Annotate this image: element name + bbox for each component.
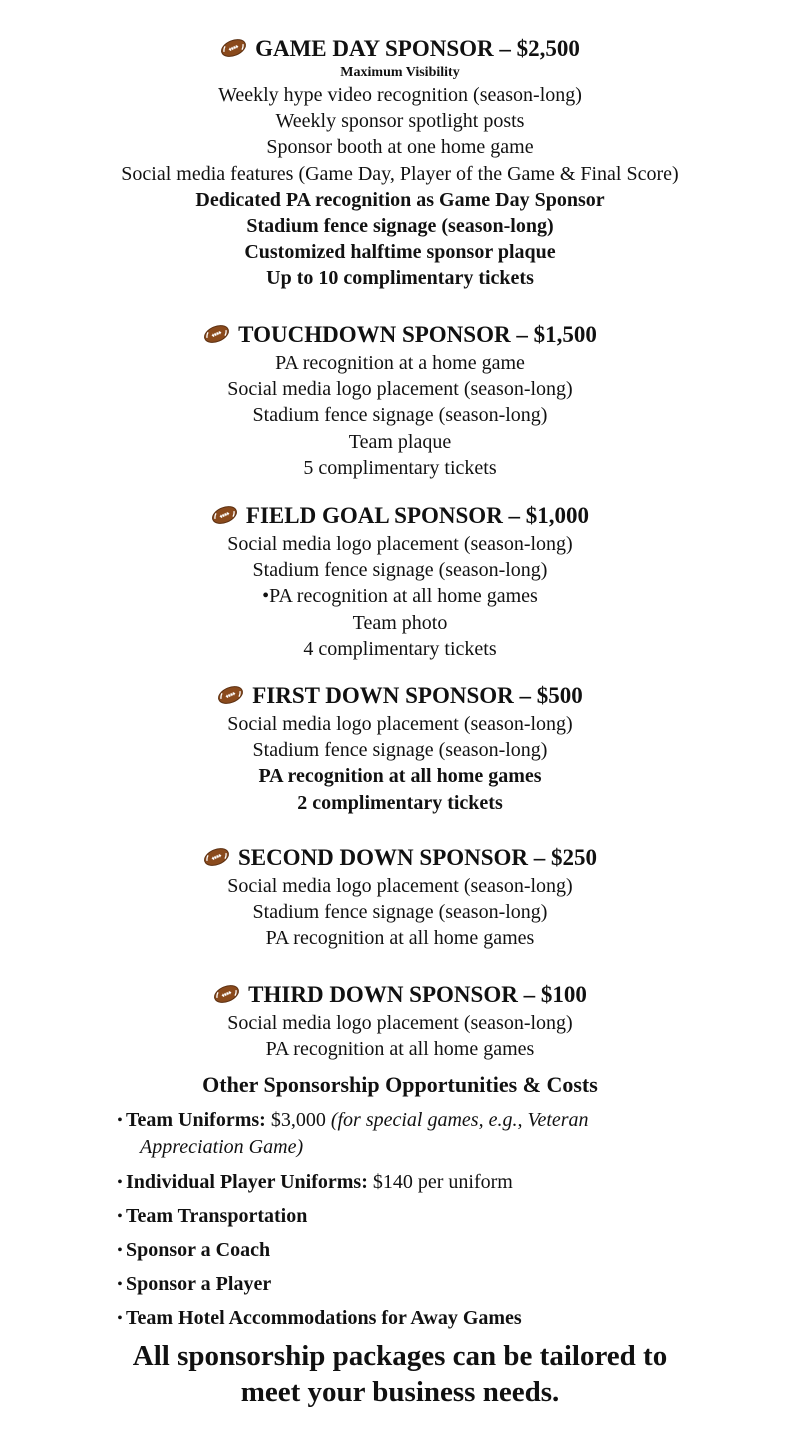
benefit-line: 4 complimentary tickets (303, 637, 497, 660)
football-icon (203, 324, 230, 344)
closing-line-1: All sponsorship packages can be tailored to (132, 1340, 668, 1372)
item-name: Individual Player Uniforms: (126, 1171, 368, 1193)
benefit-line: Stadium fence signage (season-long) (252, 559, 548, 582)
list-item (114, 1107, 714, 1160)
tier-title: SECOND DOWN SPONSOR – $250 (0, 843, 800, 873)
tier-game-day (0, 34, 800, 292)
benefit-line: Social media logo placement (season-long) (227, 713, 573, 735)
tier-third-down (0, 980, 800, 1062)
item-name: Team Uniforms: (126, 1109, 266, 1131)
benefit-line: PA recognition at all home games (265, 927, 535, 950)
list-item (114, 1271, 714, 1298)
benefit-line: Stadium fence signage (season-long) (252, 404, 548, 427)
benefit-line: PA recognition at all home games (265, 1038, 535, 1061)
benefit-line: Social media logo placement (season-long) (227, 1012, 573, 1034)
benefit-line: Weekly hype video recognition (season-long) (218, 84, 582, 106)
benefit-line: Sponsor booth at one home game (266, 136, 534, 159)
bullet-icon: • (117, 1113, 123, 1128)
item-name: Team Hotel Accommodations for Away Games (126, 1307, 522, 1329)
benefit-line: Social media logo placement (season-long) (227, 378, 573, 401)
closing-line-2: meet your business needs. (240, 1376, 560, 1408)
benefit-line: Up to 10 complimentary tickets (266, 267, 534, 290)
benefit-line: Social media logo placement (season-long) (227, 533, 573, 555)
benefit-line: Social media logo placement (season-long) (227, 875, 573, 897)
tier-title: THIRD DOWN SPONSOR – $100 (0, 980, 800, 1010)
list-item (114, 1169, 714, 1196)
football-icon (220, 38, 247, 58)
item-note: (for special games, e.g., Veteran (330, 1109, 589, 1131)
tier-second-down (0, 843, 800, 952)
bullet-icon: • (117, 1277, 123, 1292)
benefit-line: Social media features (Game Day, Player of the Game & Final Score) (121, 162, 679, 185)
tier-touchdown (0, 320, 800, 481)
benefit-line: 2 complimentary tickets (297, 791, 503, 814)
tier-subtitle: Maximum Visibility (340, 65, 460, 80)
benefit-line: Stadium fence signage (season-long) (246, 215, 554, 238)
benefit-line: Stadium fence signage (season-long) (252, 901, 548, 924)
tier-field-goal (0, 501, 800, 662)
item-note-continued: Appreciation Game) (140, 1136, 304, 1158)
tier-title: FIRST DOWN SPONSOR – $500 (0, 681, 800, 711)
list-item (114, 1203, 714, 1230)
football-icon (203, 847, 230, 867)
list-item (114, 1237, 714, 1264)
item-name: Sponsor a Coach (126, 1239, 271, 1261)
item-name: Sponsor a Player (126, 1273, 272, 1295)
football-icon (213, 984, 240, 1004)
benefit-line: PA recognition at all home games (258, 765, 542, 788)
benefit-line: Team plaque (348, 430, 452, 453)
tier-title: TOUCHDOWN SPONSOR – $1,500 (0, 320, 800, 350)
benefit-line: Weekly sponsor spotlight posts (275, 110, 525, 133)
benefit-line: PA recognition at a home game (275, 352, 525, 374)
list-item (114, 1305, 714, 1332)
benefit-line: •PA recognition at all home games (262, 585, 538, 608)
tier-title: GAME DAY SPONSOR – $2,500 (0, 34, 800, 64)
item-name: Team Transportation (126, 1205, 308, 1227)
other-opportunities-heading: Other Sponsorship Opportunities & Costs (202, 1072, 598, 1097)
tier-first-down (0, 681, 800, 816)
benefit-line: Customized halftime sponsor plaque (244, 241, 556, 264)
football-icon (217, 685, 244, 705)
bullet-icon: • (117, 1175, 123, 1190)
bullet-icon: • (117, 1209, 123, 1224)
closing-statement (0, 1338, 800, 1410)
football-icon (211, 505, 238, 525)
benefit-line: Dedicated PA recognition as Game Day Sponsor (195, 188, 605, 211)
benefit-line: 5 complimentary tickets (303, 456, 497, 479)
item-price: $140 per uniform (367, 1171, 513, 1193)
item-price: $3,000 (265, 1109, 331, 1131)
bullet-icon: • (117, 1311, 123, 1326)
benefit-line: Stadium fence signage (season-long) (252, 739, 548, 762)
benefit-line: Team photo (352, 611, 448, 634)
tier-title: FIELD GOAL SPONSOR – $1,000 (0, 501, 800, 531)
bullet-icon: • (117, 1243, 123, 1258)
